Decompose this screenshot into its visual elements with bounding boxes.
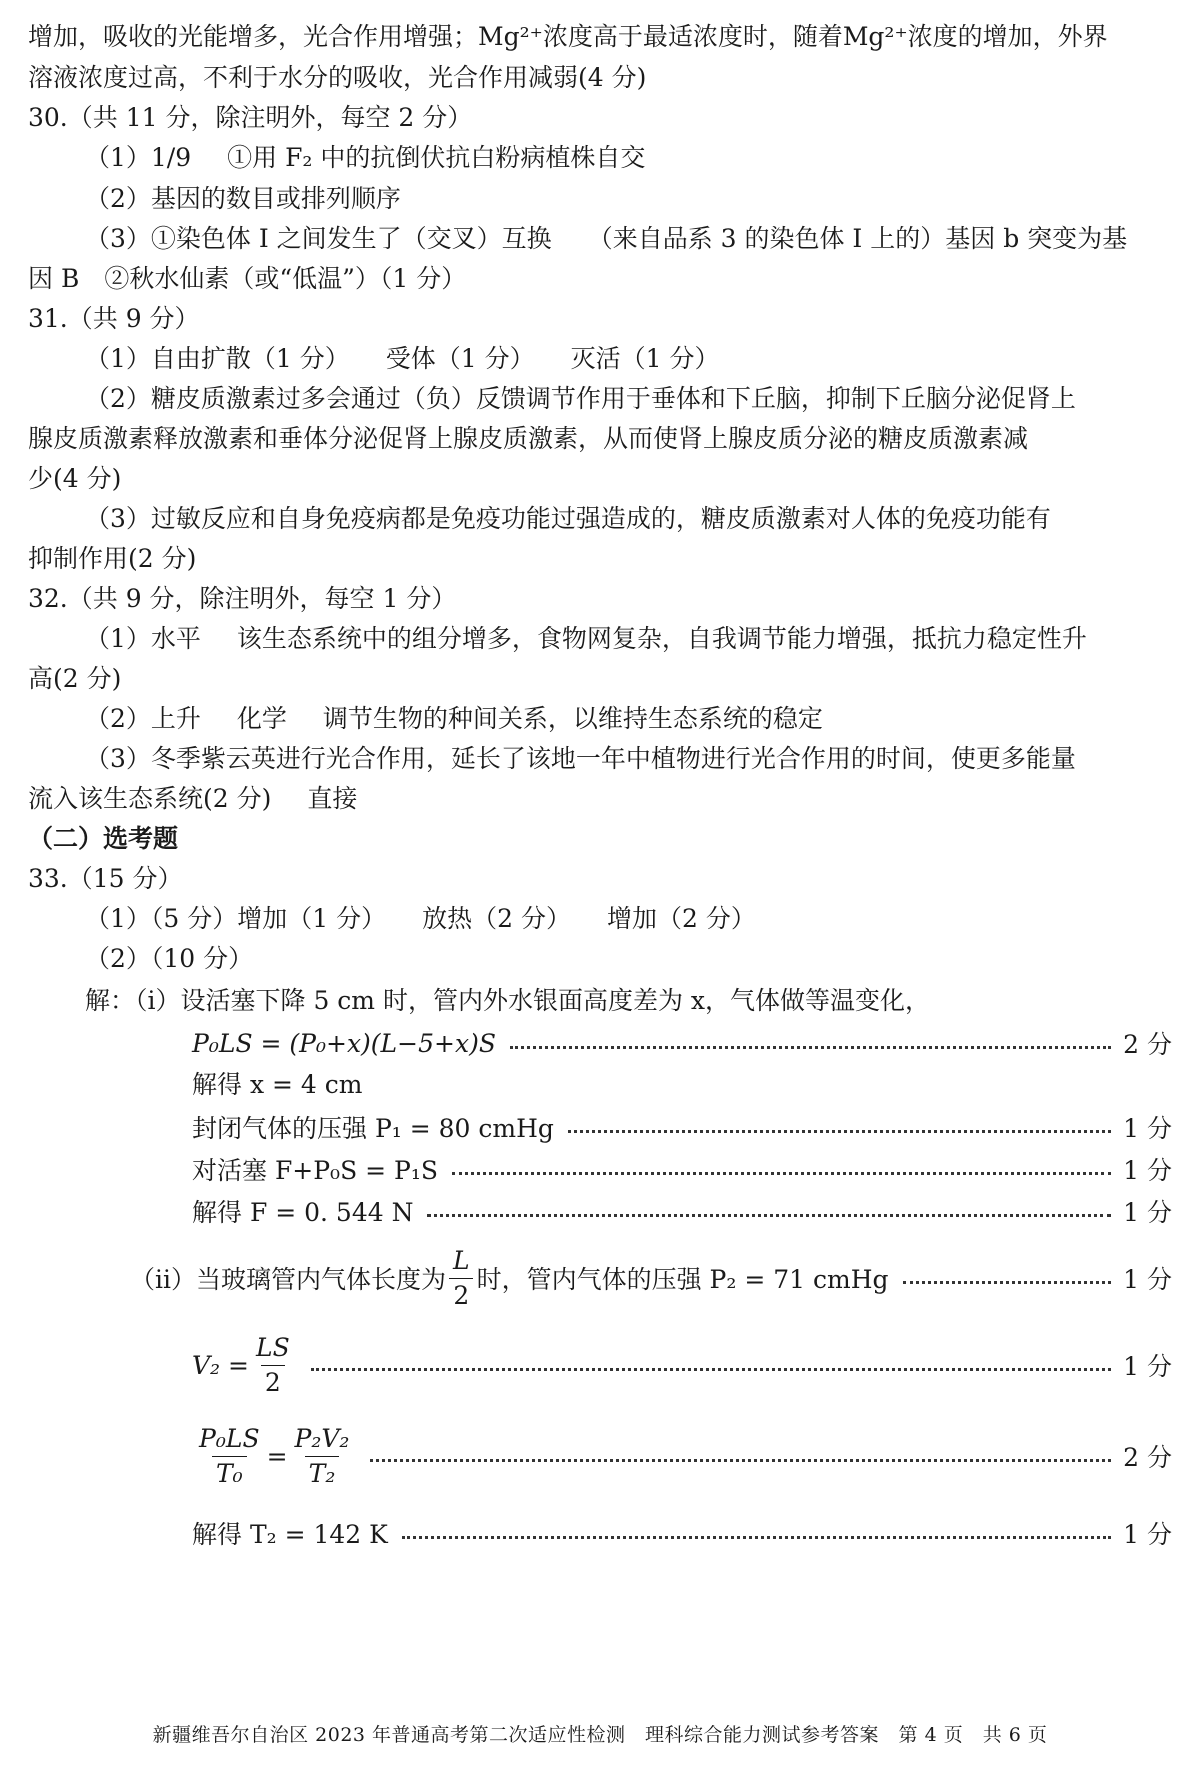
q32-part2: [85, 698, 1172, 740]
fraction-numerator: P₂V₂: [294, 1423, 350, 1453]
formula-result: 解得 x = 4 cm: [192, 1070, 363, 1099]
formula: 解得 F = 0. 544 N: [192, 1198, 414, 1227]
formula: P₀LS = (P₀+x)(L−5+x)S: [192, 1028, 496, 1058]
leader-dots: [427, 1214, 1111, 1217]
score: 1 分: [1123, 1114, 1172, 1143]
q31-part3: （3）过敏反应和自身免疫病都是免疫功能过强造成的，糖皮质激素对人体的免疫功能有: [85, 504, 1051, 533]
fraction: [252, 1333, 294, 1398]
q33-part1: [85, 898, 1172, 940]
text-line: 腺皮质激素释放激素和垂体分泌促肾上腺皮质激素，从而使肾上腺皮质分泌的糖皮质激素减: [28, 424, 1029, 453]
q30-part3-cont: 因 B ②秋水仙素（或“低温”）（1 分）: [28, 264, 467, 293]
score: 1 分: [1123, 1198, 1172, 1227]
q32-part3-answer-b: 流入该生态系统(2 分): [28, 784, 272, 813]
fraction: [449, 1246, 474, 1311]
q31-part2: （2）糖皮质激素过多会通过（负）反馈调节作用于垂体和下丘脑，抑制下丘脑分泌促肾上: [85, 384, 1076, 413]
q32-part2-answer-a: （2）上升: [85, 704, 201, 733]
q32-part2-answer-b: 化学: [236, 704, 287, 733]
leader-dots: [311, 1368, 1111, 1371]
question-33-heading: 33.（15 分）: [28, 864, 183, 893]
leader-dots: [903, 1281, 1112, 1284]
q30-part3-answer-b: （来自品系 3 的染色体 I 上的）基因 b 突变为基: [587, 224, 1128, 253]
q30-part2: （2）基因的数目或排列顺序: [85, 184, 401, 213]
score: 1 分: [1123, 1265, 1172, 1294]
q32-part3-cont: [28, 778, 1172, 820]
formula-row: [192, 1022, 1172, 1064]
q32-part3-answer-c: 直接: [307, 784, 358, 813]
q31-part1: [85, 338, 1172, 380]
section-heading: （二）选考题: [28, 824, 179, 853]
formula-row: [192, 1326, 1172, 1404]
formula-row: [192, 1190, 1172, 1232]
solution-ii-text: 时，管内气体的压强 P₂ = 71 cmHg: [476, 1265, 889, 1294]
fraction-numerator: L: [453, 1245, 470, 1275]
text-line: 抑制作用(2 分): [28, 544, 197, 573]
formula-row: [192, 1106, 1172, 1148]
q33-solution-i: 解：（ⅰ）设活塞下降 5 cm 时，管内外水银面高度差为 x，气体做等温变化，: [85, 986, 930, 1015]
formula: 解得 T₂ = 142 K: [192, 1520, 388, 1549]
q32-part1: [85, 618, 1172, 660]
q30-part3-answer-a: （3）①染色体 I 之间发生了（交叉）互换: [85, 224, 552, 253]
fraction-denominator: 2: [449, 1278, 473, 1311]
q33-part1-answer-b: 放热（2 分）: [422, 904, 571, 933]
fraction: [291, 1424, 354, 1489]
question-32-heading: 32.（共 9 分，除注明外，每空 1 分）: [28, 584, 457, 613]
question-31-heading: 31.（共 9 分）: [28, 304, 200, 333]
q32-part1-answer-b: 该生态系统中的组分增多，食物网复杂，自我调节能力增强，抵抗力稳定性升: [236, 624, 1087, 653]
fraction-denominator: T₀: [212, 1456, 247, 1489]
q32-part2-answer-c: 调节生物的种间关系，以维持生态系统的稳定: [322, 704, 823, 733]
fraction-numerator: P₀LS: [199, 1423, 260, 1453]
fraction-numerator: LS: [255, 1332, 290, 1362]
score: 2 分: [1123, 1443, 1172, 1472]
q31-part1-answer-c: 灭活（1 分）: [570, 344, 720, 373]
q33-part1-answer-c: 增加（2 分）: [606, 904, 756, 933]
formula-row: [192, 1512, 1172, 1554]
solution-ii-text: （ⅱ）当玻璃管内气体长度为: [130, 1265, 446, 1294]
score: 1 分: [1123, 1156, 1172, 1185]
q31-part1-answer-a: （1）自由扩散（1 分）: [85, 344, 350, 373]
equals-sign: =: [266, 1441, 288, 1471]
fraction-denominator: T₂: [305, 1456, 340, 1489]
leader-dots: [452, 1172, 1111, 1175]
formula: 封闭气体的压强 P₁ = 80 cmHg: [192, 1114, 554, 1143]
page-footer: 新疆维吾尔自治区 2023 年普通高考第二次适应性检测 理科综合能力测试参考答案 第 4 页 共 6 页: [152, 1724, 1048, 1746]
q33-part2: （2）（10 分）: [85, 944, 254, 973]
leader-dots: [370, 1459, 1111, 1462]
text-line: 少(4 分): [28, 464, 122, 493]
text-line: 溶液浓度过高，不利于水分的吸收，光合作用减弱(4 分): [28, 63, 647, 92]
q33-part1-answer-a: （1）（5 分）增加（1 分）: [85, 904, 387, 933]
solution-ii-row: [130, 1240, 1172, 1316]
text-line: 高(2 分): [28, 664, 122, 693]
formula-row: [192, 1416, 1172, 1496]
q32-part3: （3）冬季紫云英进行光合作用，延长了该地一年中植物进行光合作用的时间，使更多能量: [85, 744, 1076, 773]
text-line: 增加，吸收的光能增多，光合作用增强；Mg²⁺浓度高于最适浓度时，随着Mg²⁺浓度的增加，外界: [28, 22, 1108, 51]
q30-part1-answer-b: ①用 F₂ 中的抗倒伏抗白粉病植株自交: [227, 143, 646, 172]
score: 1 分: [1123, 1352, 1172, 1381]
leader-dots: [402, 1536, 1111, 1539]
leader-dots: [510, 1046, 1111, 1049]
formula-row: [192, 1148, 1172, 1190]
score: 2 分: [1123, 1030, 1172, 1059]
formula: 对活塞 F+P₀S = P₁S: [192, 1156, 439, 1185]
q31-part1-answer-b: 受体（1 分）: [385, 344, 535, 373]
q30-part3: [85, 218, 1172, 260]
formula-lhs: V₂ =: [192, 1350, 249, 1380]
leader-dots: [568, 1130, 1111, 1133]
q30-part1: [85, 137, 1172, 179]
fraction: [195, 1424, 264, 1489]
q32-part1-answer-a: （1）水平: [85, 624, 201, 653]
score: 1 分: [1123, 1520, 1172, 1549]
q30-part1-answer-a: （1）1/9: [85, 143, 192, 172]
fraction-denominator: 2: [261, 1365, 285, 1398]
question-30-heading: 30.（共 11 分，除注明外，每空 2 分）: [28, 103, 473, 132]
